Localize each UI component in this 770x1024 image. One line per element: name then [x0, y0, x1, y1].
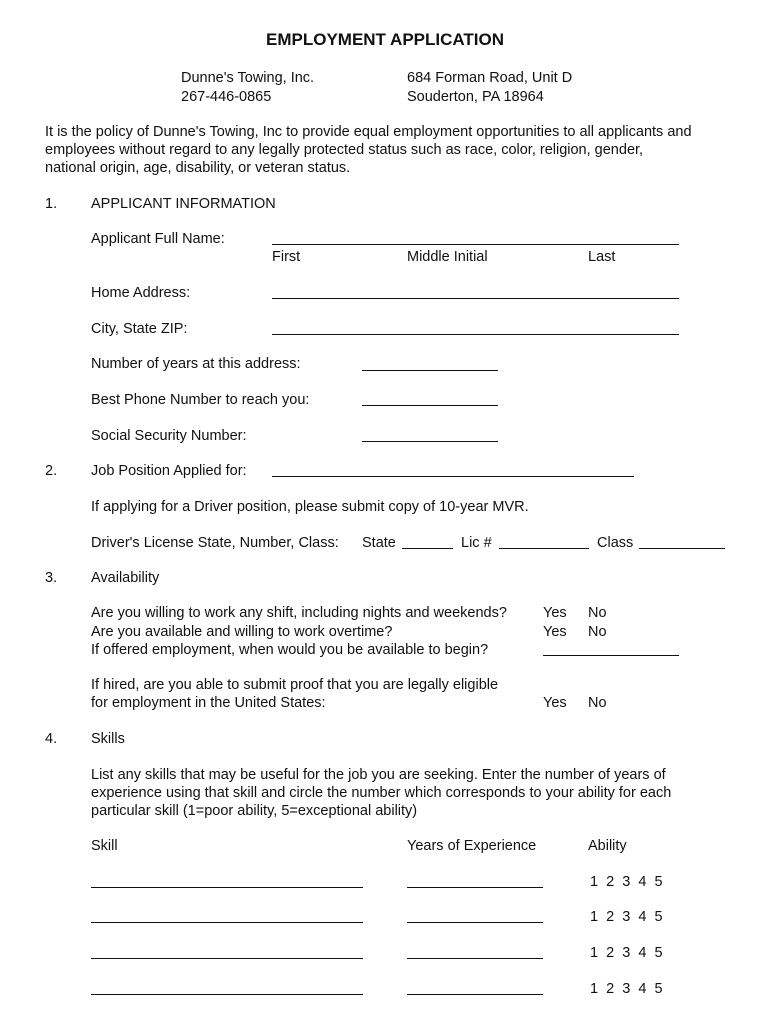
- start-date-field[interactable]: [543, 655, 679, 656]
- full-name-field[interactable]: [272, 244, 679, 245]
- skill-2-ability-scale[interactable]: 1 2 3 4 5: [590, 909, 663, 925]
- policy-line-3: national origin, age, disability, or veteran status.: [45, 160, 351, 176]
- license-state-field[interactable]: [402, 548, 453, 549]
- skills-instructions-line-2: experience using that skill and circle the number which corresponds to your ability for each: [91, 785, 672, 801]
- company-phone: 267-446-0865: [181, 89, 272, 105]
- license-label: Driver's License State, Number, Class:: [91, 535, 339, 551]
- license-number-label: Lic #: [461, 535, 492, 551]
- overtime-yes[interactable]: Yes: [543, 624, 567, 640]
- section-3-number: 3.: [45, 570, 58, 586]
- any-shift-yes[interactable]: Yes: [543, 605, 567, 621]
- skill-1-ability-scale[interactable]: 1 2 3 4 5: [590, 874, 663, 890]
- middle-initial-caption: Middle Initial: [407, 249, 488, 265]
- years-at-address-label: Number of years at this address:: [91, 356, 301, 372]
- section-4-number: 4.: [45, 731, 58, 747]
- city-state-zip-label: City, State ZIP:: [91, 321, 188, 337]
- years-column-header: Years of Experience: [407, 838, 537, 854]
- home-address-field[interactable]: [272, 298, 679, 299]
- first-name-caption: First: [272, 249, 301, 265]
- eligibility-yes[interactable]: Yes: [543, 695, 567, 711]
- skill-3-years-field[interactable]: [407, 958, 543, 959]
- company-name: Dunne's Towing, Inc.: [181, 70, 315, 86]
- skill-4-ability-scale[interactable]: 1 2 3 4 5: [590, 981, 663, 997]
- home-address-label: Home Address:: [91, 285, 191, 301]
- section-3-heading: Availability: [91, 570, 160, 586]
- skill-4-years-field[interactable]: [407, 994, 543, 995]
- license-class-field[interactable]: [639, 548, 725, 549]
- any-shift-question: Are you willing to work any shift, including nights and weekends?: [91, 605, 507, 621]
- skill-3-field[interactable]: [91, 958, 363, 959]
- section-1-heading: APPLICANT INFORMATION: [91, 196, 276, 212]
- policy-line-2: employees without regard to any legally protected status such as race, color, religion, gender,: [45, 142, 644, 158]
- job-position-label: Job Position Applied for:: [91, 463, 247, 479]
- last-name-caption: Last: [588, 249, 616, 265]
- start-date-question: If offered employment, when would you be available to begin?: [91, 642, 489, 658]
- ssn-label: Social Security Number:: [91, 428, 247, 444]
- skill-1-years-field[interactable]: [407, 887, 543, 888]
- skills-instructions-line-3: particular skill (1=poor ability, 5=exceptional ability): [91, 803, 418, 819]
- policy-line-1: It is the policy of Dunne's Towing, Inc to provide equal employment opportunities to all applicants and: [45, 124, 692, 140]
- driver-mvr-note: If applying for a Driver position, please submit copy of 10-year MVR.: [91, 499, 529, 515]
- license-class-label: Class: [597, 535, 634, 551]
- section-1-number: 1.: [45, 196, 58, 212]
- skills-instructions-line-1: List any skills that may be useful for the job you are seeking. Enter the number of years of: [91, 767, 666, 783]
- company-street: 684 Forman Road, Unit D: [407, 70, 573, 86]
- skill-column-header: Skill: [91, 838, 118, 854]
- skill-4-field[interactable]: [91, 994, 363, 995]
- ability-column-header: Ability: [588, 838, 627, 854]
- license-number-field[interactable]: [499, 548, 589, 549]
- section-2-number: 2.: [45, 463, 58, 479]
- job-position-field[interactable]: [272, 476, 634, 477]
- skill-1-field[interactable]: [91, 887, 363, 888]
- best-phone-label: Best Phone Number to reach you:: [91, 392, 310, 408]
- best-phone-field[interactable]: [362, 405, 498, 406]
- ssn-field[interactable]: [362, 441, 498, 442]
- overtime-question: Are you available and willing to work overtime?: [91, 624, 393, 640]
- section-4-heading: Skills: [91, 731, 125, 747]
- skill-2-years-field[interactable]: [407, 922, 543, 923]
- skill-3-ability-scale[interactable]: 1 2 3 4 5: [590, 945, 663, 961]
- full-name-label: Applicant Full Name:: [91, 231, 225, 247]
- form-title: EMPLOYMENT APPLICATION: [266, 30, 504, 49]
- skill-2-field[interactable]: [91, 922, 363, 923]
- eligibility-question-line-1: If hired, are you able to submit proof that you are legally eligible: [91, 677, 499, 693]
- years-at-address-field[interactable]: [362, 370, 498, 371]
- eligibility-question-line-2: for employment in the United States:: [91, 695, 326, 711]
- eligibility-no[interactable]: No: [588, 695, 607, 711]
- city-state-zip-field[interactable]: [272, 334, 679, 335]
- any-shift-no[interactable]: No: [588, 605, 607, 621]
- overtime-no[interactable]: No: [588, 624, 607, 640]
- license-state-label: State: [362, 535, 396, 551]
- company-city-state-zip: Souderton, PA 18964: [407, 89, 544, 105]
